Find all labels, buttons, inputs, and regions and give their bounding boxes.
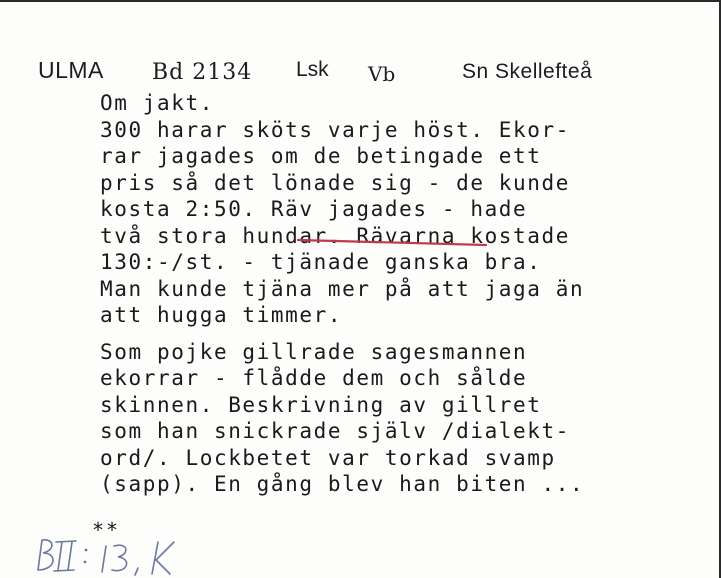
text-line: som han snickrade själv /dialekt- bbox=[100, 419, 571, 443]
text-line: (sapp). En gång blev han biten ... bbox=[100, 472, 585, 496]
footer-stars: ** bbox=[92, 518, 121, 542]
archive-name: ULMA bbox=[38, 57, 104, 83]
text-line: ekorrar - flådde dem och sålde bbox=[100, 366, 528, 390]
text-line: Man kunde tjäna mer på att jaga än bbox=[100, 276, 585, 301]
text-line: att hugga timmer. bbox=[100, 303, 343, 327]
typed-text bbox=[100, 90, 700, 498]
text-line: kosta 2:50. Räv jagades - hade bbox=[100, 197, 528, 221]
text-line: Som pojke gillrade sagesmannen bbox=[100, 339, 528, 364]
place-name: Sn Skellefteå bbox=[462, 60, 593, 83]
card-header bbox=[0, 2, 721, 102]
text-line: 300 harar sköts varje höst. Ekor- bbox=[100, 117, 571, 142]
text-line: ord/. Lockbetet var torkad svamp bbox=[100, 445, 556, 470]
province-code: Vb bbox=[368, 62, 396, 86]
handwritten-notation bbox=[28, 528, 228, 578]
record-code: Bd 2134 bbox=[152, 60, 253, 85]
text-line: Om jakt. bbox=[100, 91, 214, 115]
parish-code: Lsk bbox=[296, 58, 329, 81]
text-line: pris så det lönade sig - de kunde bbox=[100, 170, 571, 195]
text-line: 130:-/st. - tjänade ganska bra. bbox=[100, 250, 542, 274]
paragraph-2 bbox=[100, 339, 700, 498]
text-line: skinnen. Beskrivning av gillret bbox=[100, 392, 542, 417]
text-line: rar jagades om de betingade ett bbox=[100, 144, 542, 168]
red-underline bbox=[296, 237, 490, 247]
text-line: två stora hundar. Rävarna kostade bbox=[100, 223, 571, 248]
